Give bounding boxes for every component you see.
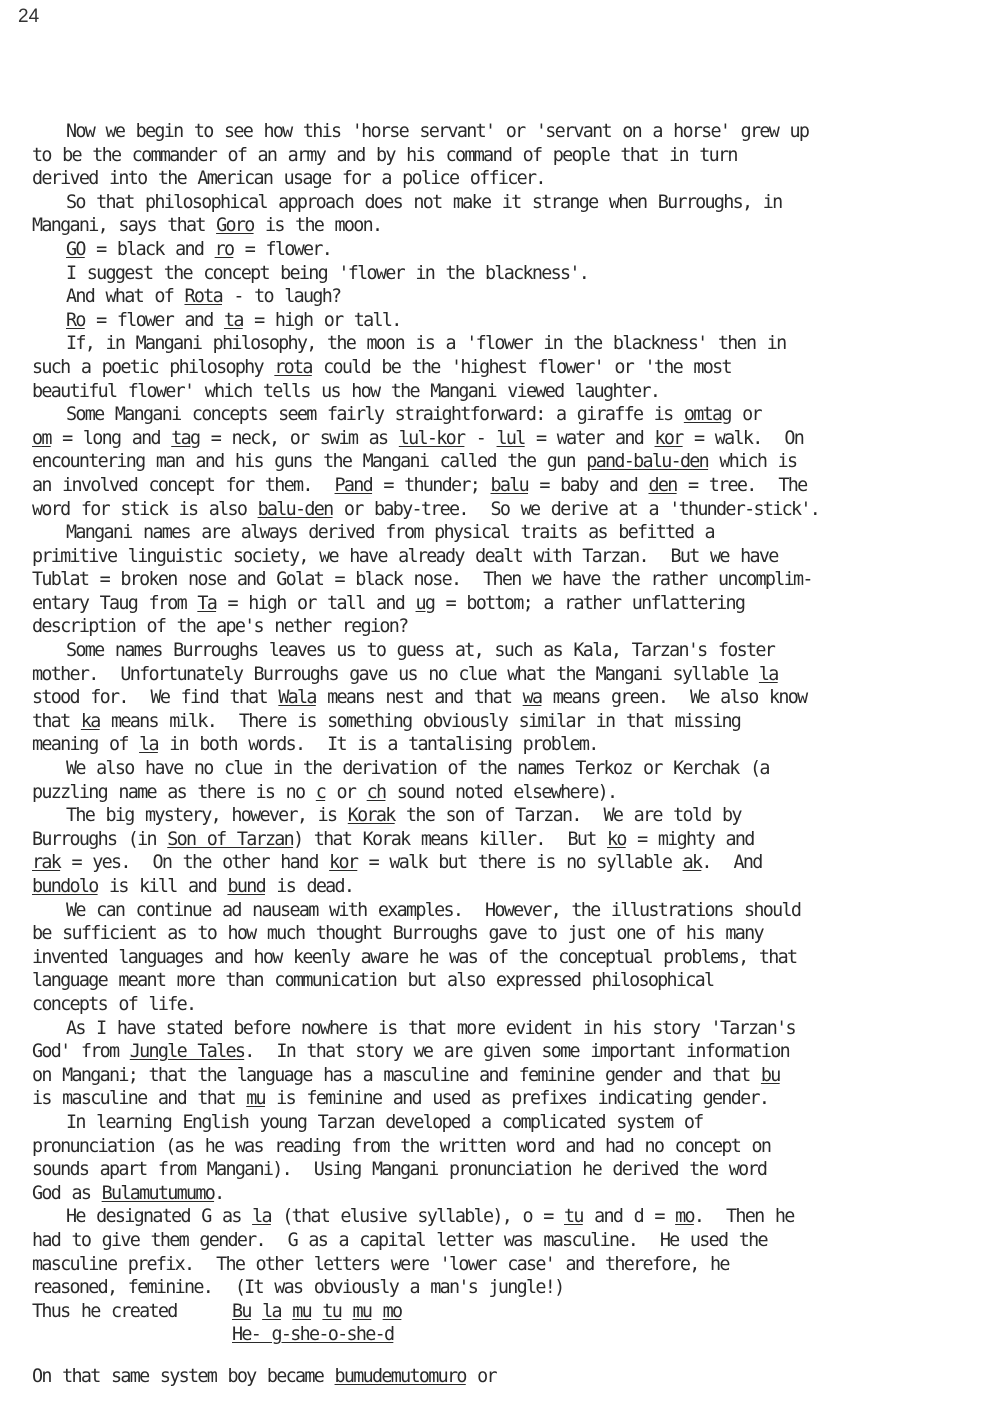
- gloss-syllables: [232, 1301, 401, 1322]
- text-line: had to give them gender. G as a capital letter was masculine. He used the: [32, 1229, 767, 1251]
- underlined-term: lul: [496, 427, 525, 449]
- page-number: 24: [18, 6, 40, 27]
- underlined-term: kor: [654, 427, 683, 449]
- text-line: concepts of life.: [32, 993, 196, 1015]
- text-line: invented languages and how keenly aware he was of the conceptual problems, that: [32, 946, 797, 968]
- text-line: rak = yes. On the other hand kor = walk but there is no syllable ak. And: [32, 852, 762, 874]
- underlined-term: Ro: [66, 309, 85, 331]
- underlined-term: ta: [223, 309, 243, 331]
- text-line: to be the commander of an army and by his command of people that in turn: [32, 144, 737, 166]
- body-text: [32, 120, 980, 1388]
- text-line: Tublat = broken nose and Golat = black nose. Then we have the rather uncomplim-: [32, 569, 812, 591]
- underlined-term: mo: [675, 1206, 694, 1228]
- underlined-term: tu: [564, 1206, 583, 1228]
- text-line: masculine prefix. The other letters were 'lower case' and therefore, he: [32, 1253, 729, 1275]
- text-line: on Mangani; that the language has a masculine and feminine gender and that bu: [32, 1064, 780, 1086]
- text-line: encountering man and his guns the Mangani called the gun pand-balu-den which is: [32, 451, 797, 473]
- text-line: puzzling name as there is no c or ch sound noted elsewhere).: [32, 781, 617, 803]
- underlined-term: Goro: [216, 215, 254, 237]
- underlined-term: bund: [227, 876, 265, 897]
- text-line: entary Taug from Ta = high or tall and ug = bottom; a rather unflattering: [32, 592, 745, 614]
- text-line: Mangani names are always derived from physical traits as befitted a: [66, 522, 714, 544]
- underlined-term: He- g-she-o-she-d: [232, 1324, 394, 1346]
- text-line: Burroughs (in Son of Tarzan) that Korak means killer. But ko = mighty and: [32, 828, 754, 850]
- underlined-term: Bulamutumumo: [101, 1182, 215, 1204]
- text-line: Ro = flower and ta = high or tall.: [66, 309, 401, 331]
- underlined-term: omtag: [683, 404, 731, 426]
- text-line: an involved concept for them. Pand = thunder; balu = baby and den = tree. The: [32, 474, 807, 496]
- underlined-term: la: [252, 1206, 271, 1228]
- underlined-term: bumudemutomuro: [334, 1365, 466, 1387]
- underlined-term: lul-kor: [398, 427, 465, 449]
- text-line: And what of Rota - to laugh?: [66, 286, 341, 308]
- underlined-term: ka: [80, 710, 100, 732]
- text-line: language meant more than communication but also expressed philosophical: [32, 970, 714, 992]
- text-line: In learning English young Tarzan developed a complicated system of: [66, 1111, 703, 1133]
- text-line: Some Mangani concepts seem fairly straightforward: a giraffe is omtag or: [66, 404, 761, 426]
- text-line: reasoned, feminine. (It was obviously a man's jungle!): [32, 1277, 564, 1299]
- text-line: He designated G as la (that elusive syllable), o = tu and d = mo. Then he: [66, 1206, 794, 1228]
- underlined-term: Son of Tarzan: [167, 828, 294, 850]
- underlined-term: balu: [490, 474, 529, 496]
- text-line: stood for. We find that Wala means nest and that wa means green. We also know: [32, 687, 807, 709]
- underlined-term: tag: [171, 427, 200, 449]
- text-line: sounds apart from Mangani). Using Mangani pronunciation he derived the word: [32, 1159, 767, 1181]
- underlined-term: wa: [522, 687, 542, 709]
- gloss-block: [32, 1300, 980, 1347]
- text-line: The big mystery, however, is Korak the son of Tarzan. We are told by: [66, 805, 741, 827]
- text-line: beautiful flower' which tells us how the Mangani viewed laughter.: [32, 380, 660, 402]
- underlined-term: ro: [214, 238, 234, 260]
- text-line: So that philosophical approach does not make it strange when Burroughs, in: [66, 191, 782, 213]
- gloss-row-1: [32, 1300, 980, 1324]
- text-line: pronunciation (as he was reading from the written word and had no concept on: [32, 1135, 771, 1157]
- underlined-term: Pand: [334, 474, 373, 496]
- text-line: description of the ape's nether region?: [32, 616, 408, 638]
- text-line: word for stick is also balu-den or baby-tree. So we derive at a 'thunder-stick'.: [32, 498, 820, 520]
- underlined-term: om: [32, 427, 51, 449]
- text-line: We also have no clue in the derivation of the names Terkoz or Kerchak (a: [66, 758, 769, 780]
- underlined-term: balu-den: [257, 498, 333, 520]
- text-line: om = long and tag = neck, or swim as lul-kor - lul = water and kor = walk. On: [32, 427, 804, 449]
- paragraph-lines: [32, 120, 980, 1300]
- text-line: derived into the American usage for a police officer.: [32, 168, 545, 190]
- text-line: As I have stated before nowhere is that more evident in his story 'Tarzan's: [66, 1017, 795, 1039]
- underlined-term: ko: [606, 828, 626, 850]
- underlined-term: mu: [292, 1300, 311, 1322]
- underlined-term: la: [758, 663, 778, 685]
- text-line: Now we begin to see how this 'horse servant' or 'servant on a horse' grew up: [66, 121, 809, 142]
- underlined-term: bu: [760, 1064, 780, 1086]
- text-line: We can continue ad nauseam with examples. However, the illustrations should: [66, 899, 801, 921]
- underlined-term: mu: [352, 1300, 372, 1322]
- gloss-letters: [232, 1324, 393, 1345]
- underlined-term: rak: [32, 852, 61, 874]
- text-line: Mangani, says that Goro is the moon.: [32, 215, 382, 237]
- underlined-term: den: [648, 474, 677, 496]
- underlined-term: ak: [682, 852, 702, 874]
- underlined-term: la: [139, 734, 158, 756]
- text-line: such a poetic philosophy rota could be the 'highest flower' or 'the most: [32, 356, 731, 378]
- underlined-term: kor: [329, 852, 358, 874]
- underlined-term: bundolo: [32, 876, 98, 897]
- text-line: is masculine and that mu is feminine and used as prefixes indicating gender.: [32, 1088, 769, 1110]
- underlined-term: Jungle Tales: [129, 1041, 245, 1063]
- text-line: mother. Unfortunately Burroughs gave us no clue what the Mangani syllable la: [32, 663, 778, 685]
- text-line: If, in Mangani philosophy, the moon is a 'flower in the blackness' then in: [66, 333, 786, 355]
- underlined-term: Ta: [197, 592, 217, 614]
- text-line: be sufficient as to how much thought Burroughs gave to just one of his many: [32, 923, 763, 945]
- text-line: Some names Burroughs leaves us to guess at, such as Kala, Tarzan's foster: [66, 640, 775, 662]
- underlined-term: la: [262, 1300, 281, 1322]
- text-line: bundolo is kill and bund is dead.: [32, 876, 354, 897]
- text-line: God as Bulamutumumo.: [32, 1182, 224, 1204]
- text-line: I suggest the concept being 'flower in the blackness'.: [66, 262, 589, 284]
- underlined-term: rota: [274, 356, 312, 378]
- final-line: On that same system boy became bumudemutomuro or: [32, 1365, 496, 1387]
- text-line: that ka means milk. There is something obviously similar in that missing: [32, 710, 741, 732]
- text-line: primitive linguistic society, we have already dealt with Tarzan. But we have: [32, 545, 778, 567]
- underlined-term: Korak: [347, 805, 395, 827]
- underlined-term: mu: [246, 1088, 265, 1110]
- underlined-term: tu: [322, 1300, 342, 1322]
- text-line: meaning of la in both words. It is a tantalising problem.: [32, 734, 598, 756]
- underlined-term: Wala: [278, 687, 316, 709]
- underlined-term: ug: [415, 592, 435, 614]
- underlined-term: pand-balu-den: [586, 451, 709, 473]
- underlined-term: GO: [66, 238, 85, 260]
- underlined-term: ch: [366, 781, 386, 803]
- gloss-row-2: [32, 1323, 980, 1347]
- underlined-term: mo: [382, 1300, 402, 1322]
- text-line: God' from Jungle Tales. In that story we are given some important information: [32, 1041, 790, 1063]
- underlined-term: Rota: [184, 286, 222, 308]
- underlined-term: Bu: [232, 1300, 251, 1322]
- gloss-label: Thus he created: [32, 1300, 177, 1322]
- text-line: GO = black and ro = flower.: [66, 238, 332, 260]
- underlined-term: c: [315, 781, 326, 803]
